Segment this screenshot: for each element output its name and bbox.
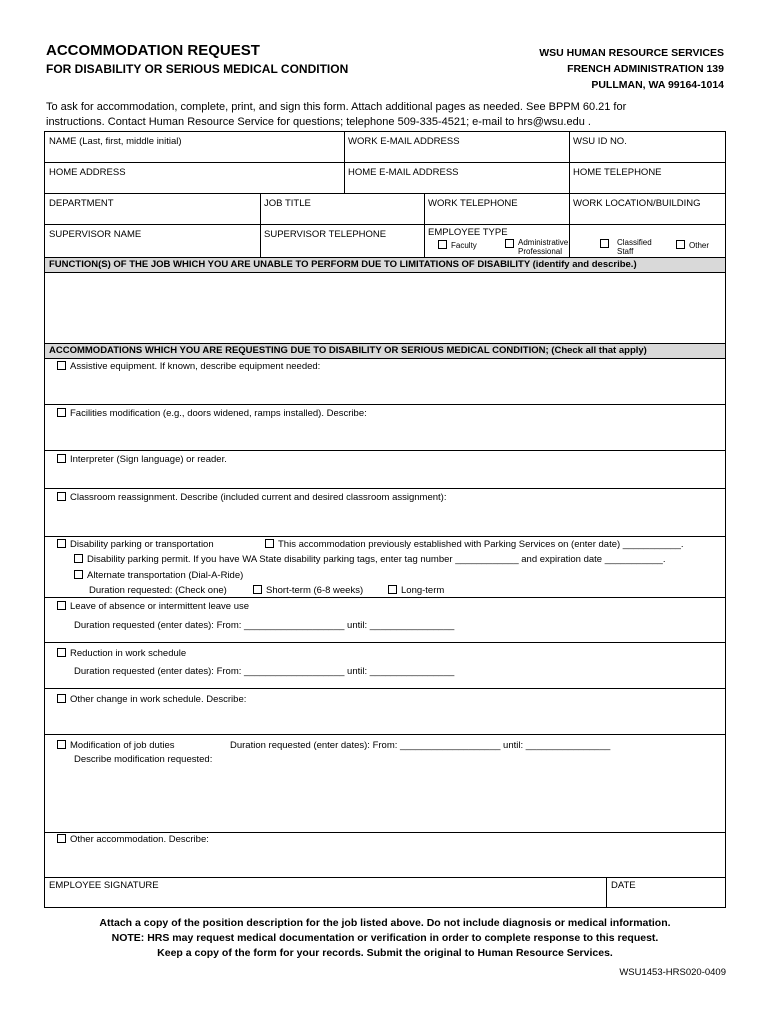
classroom-option[interactable]: Classroom reassignment. Describe (included current and desired classroom assignment):	[57, 492, 446, 504]
office-line-2: FRENCH ADMINISTRATION 139	[567, 63, 724, 75]
reduction-checkbox[interactable]	[57, 648, 66, 657]
footer-line-3: Keep a copy of the form for your records. Submit the original to Human Resource Services.	[157, 947, 613, 959]
office-line-3: PULLMAN, WA 99164-1014	[591, 79, 724, 91]
long-term-checkbox[interactable]	[388, 585, 397, 594]
other-schedule-checkbox[interactable]	[57, 694, 66, 703]
type-other-option[interactable]: Other	[676, 241, 709, 250]
supervisor-telephone-label: SUPERVISOR TELEPHONE	[264, 229, 387, 240]
classified-staff-checkbox[interactable]	[600, 239, 609, 248]
short-term-checkbox[interactable]	[253, 585, 262, 594]
alt-transport-checkbox[interactable]	[74, 570, 83, 579]
duration-check-label: Duration requested: (Check one)	[89, 585, 227, 596]
type-admin-option[interactable]: Administrative Professional	[505, 238, 568, 256]
type-faculty-option[interactable]: Faculty	[438, 241, 477, 250]
modification-describe: Describe modification requested:	[74, 754, 213, 765]
footer-line-2: NOTE: HRS may request medical documentation or verification in order to complete response to this request.	[111, 932, 659, 944]
interpreter-checkbox[interactable]	[57, 454, 66, 463]
admin-professional-checkbox[interactable]	[505, 239, 514, 248]
job-title-label: JOB TITLE	[264, 198, 311, 209]
home-address-label: HOME ADDRESS	[49, 167, 126, 178]
functions-header: FUNCTION(S) OF THE JOB WHICH YOU ARE UNABLE TO PERFORM DUE TO LIMITATIONS OF DISABILITY (identify and describe.)	[45, 258, 725, 272]
faculty-checkbox[interactable]	[438, 240, 447, 249]
facilities-checkbox[interactable]	[57, 408, 66, 417]
other-accommodation-checkbox[interactable]	[57, 834, 66, 843]
home-email-label: HOME E-MAIL ADDRESS	[348, 167, 459, 178]
office-address	[539, 45, 724, 93]
leave-checkbox[interactable]	[57, 601, 66, 610]
parking-permit-option[interactable]: Disability parking permit. If you have WA State disability parking tags, enter tag number ____________ and expiration date ___________.	[74, 554, 665, 566]
name-label: NAME (Last, first, middle initial)	[49, 136, 182, 147]
home-telephone-label: HOME TELEPHONE	[573, 167, 662, 178]
parking-checkbox[interactable]	[57, 539, 66, 548]
instructions	[46, 100, 736, 130]
instructions-line-2: instructions. Contact Human Resource Service for questions; telephone 509-335-4521; e-mail to hrs@wsu.edu .	[46, 116, 591, 128]
supervisor-name-label: SUPERVISOR NAME	[49, 229, 142, 240]
accommodations-header: ACCOMMODATIONS WHICH YOU ARE REQUESTING DUE TO DISABILITY OR SERIOUS MEDICAL CONDITION; (Check all that apply)	[45, 344, 725, 358]
office-line-1: WSU HUMAN RESOURCE SERVICES	[539, 47, 724, 59]
other-accommodation-option[interactable]: Other accommodation. Describe:	[57, 834, 209, 846]
short-term-option[interactable]: Short-term (6-8 weeks)	[253, 585, 363, 597]
department-label: DEPARTMENT	[49, 198, 114, 209]
modification-option[interactable]: Modification of job duties	[57, 740, 175, 752]
alt-transport-option[interactable]: Alternate transportation (Dial-A-Ride)	[74, 570, 243, 582]
form-number: WSU1453-HRS020-0409	[619, 967, 726, 978]
wsu-id-label: WSU ID NO.	[573, 136, 627, 147]
employee-signature-label: EMPLOYEE SIGNATURE	[49, 880, 159, 891]
leave-option[interactable]: Leave of absence or intermittent leave use	[57, 601, 249, 613]
employee-type-label: EMPLOYEE TYPE	[428, 227, 508, 238]
parking-established-option[interactable]: This accommodation previously established with Parking Services on (enter date) ___________.	[265, 539, 684, 551]
modification-checkbox[interactable]	[57, 740, 66, 749]
interpreter-option[interactable]: Interpreter (Sign language) or reader.	[57, 454, 227, 466]
parking-established-checkbox[interactable]	[265, 539, 274, 548]
type-classified-option[interactable]: Classified Staff	[600, 238, 652, 256]
footer-notes	[0, 916, 770, 961]
assistive-option[interactable]: Assistive equipment. If known, describe equipment needed:	[57, 361, 320, 373]
other-schedule-option[interactable]: Other change in work schedule. Describe:	[57, 694, 246, 706]
parking-option[interactable]: Disability parking or transportation	[57, 539, 214, 551]
long-term-option[interactable]: Long-term	[388, 585, 444, 597]
instructions-line-1: To ask for accommodation, complete, print, and sign this form. Attach additional pages as needed. See BPPM 60.21 for	[46, 101, 627, 113]
modification-duration: Duration requested (enter dates): From: ___________________ until: ________________	[230, 740, 611, 751]
date-label: DATE	[611, 880, 636, 891]
work-telephone-label: WORK TELEPHONE	[428, 198, 518, 209]
reduction-duration: Duration requested (enter dates): From: ___________________ until: ________________	[74, 666, 455, 677]
work-email-label: WORK E-MAIL ADDRESS	[348, 136, 460, 147]
parking-permit-checkbox[interactable]	[74, 554, 83, 563]
leave-duration: Duration requested (enter dates): From: ___________________ until: ________________	[74, 620, 455, 631]
footer-line-1: Attach a copy of the position description for the job listed above. Do not include diagnosis or medical information.	[99, 917, 671, 929]
other-type-checkbox[interactable]	[676, 240, 685, 249]
reduction-option[interactable]: Reduction in work schedule	[57, 648, 186, 660]
work-location-label: WORK LOCATION/BUILDING	[573, 198, 701, 209]
form-table	[44, 131, 726, 908]
classroom-checkbox[interactable]	[57, 492, 66, 501]
assistive-checkbox[interactable]	[57, 361, 66, 370]
form-subtitle: FOR DISABILITY OR SERIOUS MEDICAL CONDITION	[46, 62, 349, 76]
facilities-option[interactable]: Facilities modification (e.g., doors widened, ramps installed). Describe:	[57, 408, 367, 420]
form-title: ACCOMMODATION REQUEST	[46, 42, 260, 59]
